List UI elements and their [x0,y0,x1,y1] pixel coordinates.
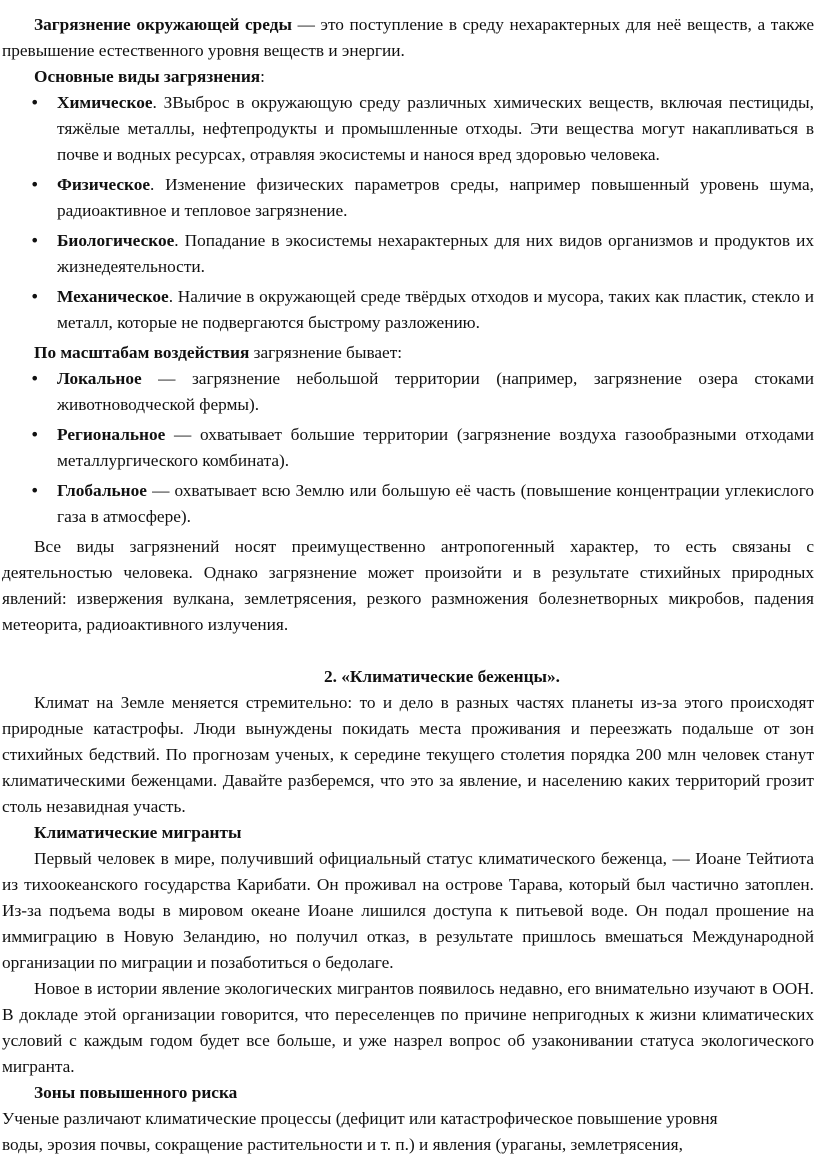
intro-paragraph [2,12,814,64]
risk-line-1: Ученые различают климатические процессы (дефицит или катастрофическое повышение уровня [2,1109,718,1128]
type-description: . Наличие в окружающей среде твёрдых отходов и мусора, таких как пластик, стекло и металл, которые не подвергаются быстрому разложению. [57,287,814,332]
section-title: 2. «Климатические беженцы». [323,667,561,686]
list-item [57,90,814,168]
list-item [57,172,814,224]
risk-heading-line [2,1080,814,1106]
type-name: Механическое [57,287,169,306]
pollution-types-list [2,90,814,336]
anthropogenic-paragraph: Все виды загрязнений носят преимущественно антропогенный характер, то есть связаны с деятельностью человека. Однако загрязнение может произойти и в результате стихийных природных явлений: извержения вулкана, землетрясения, резкого размножения болезнетворных микробов, падения метеорита, радиоактивного излучения. [2,537,814,634]
migrants-heading: Климатические мигранты [34,823,242,842]
type-description: . ЗВыброс в окружающую среду различных химических веществ, включая пестициды, тяжёлые металлы, нефтепродукты и промышленные отходы. Эти вещества могут накапливаться в почве и водных ресурсах, отравляя экосистемы и нанося вред здоровью человека. [57,93,814,164]
list-item [57,478,814,530]
type-description: . Изменение физических параметров среды, например повышенный уровень шума, радиоактивное и тепловое загрязнение. [57,175,814,220]
list-item [57,228,814,280]
risk-heading: Зоны повышенного риска [34,1083,238,1102]
un-paragraph: Новое в истории явление экологических мигрантов появилось недавно, его внимательно изучают в ООН. В докладе этой организации говорится, что переселенцев по причине непригодных к жизни климатических условий с каждым годом будет все больше, и уже назрел вопрос об узаконивании статуса экологического мигранта. [2,979,814,1076]
type-name: Физическое [57,175,151,194]
list-item [57,366,814,418]
first-refugee-paragraph: Первый человек в мире, получивший официальный статус климатического беженца, — Иоане Тейтиота из тихоокеанского государства Карибати. Он проживал на острове Тарава, который был частично затоплен. Из-за подъема воды в мировом океане Иоане лишился доступа к питьевой воде. Он подал прошение на иммиграцию в Новую Зеландию, но получил отказ, в результате пришлось вмешаться Международной организации по миграции и позаботиться о бедолаге. [2,849,814,972]
pollution-scales-list [2,366,814,530]
scale-heading-rest: загрязнение бывает: [249,343,403,362]
climate-paragraph: Климат на Земле меняется стремительно: то и дело в разных частях планеты из-за этого происходят природные катастрофы. Люди вынуждены покидать места проживания и переезжать подальше от зон стихийных бедствий. По прогнозам ученых, к середине текущего столетия порядка 200 млн человек станут климатическими беженцами. Давайте разберемся, что это за явление, и населению каких территорий грозит столь незавидная участь. [2,693,814,816]
types-heading-colon: : [260,67,265,86]
scale-description: — загрязнение небольшой территории (например, загрязнение озера стоками животноводческой фермы). [57,369,814,414]
scale-heading: По масштабам воздействия [34,343,250,362]
risk-paragraph [2,1106,814,1158]
type-name: Биологическое [57,231,175,250]
types-heading-line [2,64,814,90]
risk-line-2: воды, эрозия почвы, сокращение растительности и т. п.) и явления (ураганы, землетрясения, [2,1135,683,1154]
scale-name: Локальное [57,369,142,388]
scale-description: — охватывает всю Землю или большую её часть (повышение концентрации углекислого газа в атмосфере). [57,481,814,526]
intro-term: Загрязнение окружающей среды [34,15,292,34]
scale-name: Глобальное [57,481,147,500]
type-name: Химическое [57,93,153,112]
types-heading: Основные виды загрязнения [34,67,261,86]
scale-heading-line [2,340,814,366]
type-description: . Попадание в экосистемы нехарактерных для них видов организмов и продуктов их жизнедеятельности. [57,231,814,276]
intro-definition: — это поступление в среду нехарактерных для неё веществ, а также превышение естественного уровня веществ и энергии. [2,15,814,60]
list-item [57,422,814,474]
scale-name: Региональное [57,425,166,444]
scale-description: — охватывает большие территории (загрязнение воздуха газообразными отходами металлургического комбината). [57,425,814,470]
migrants-heading-line [2,820,814,846]
list-item [57,284,814,336]
